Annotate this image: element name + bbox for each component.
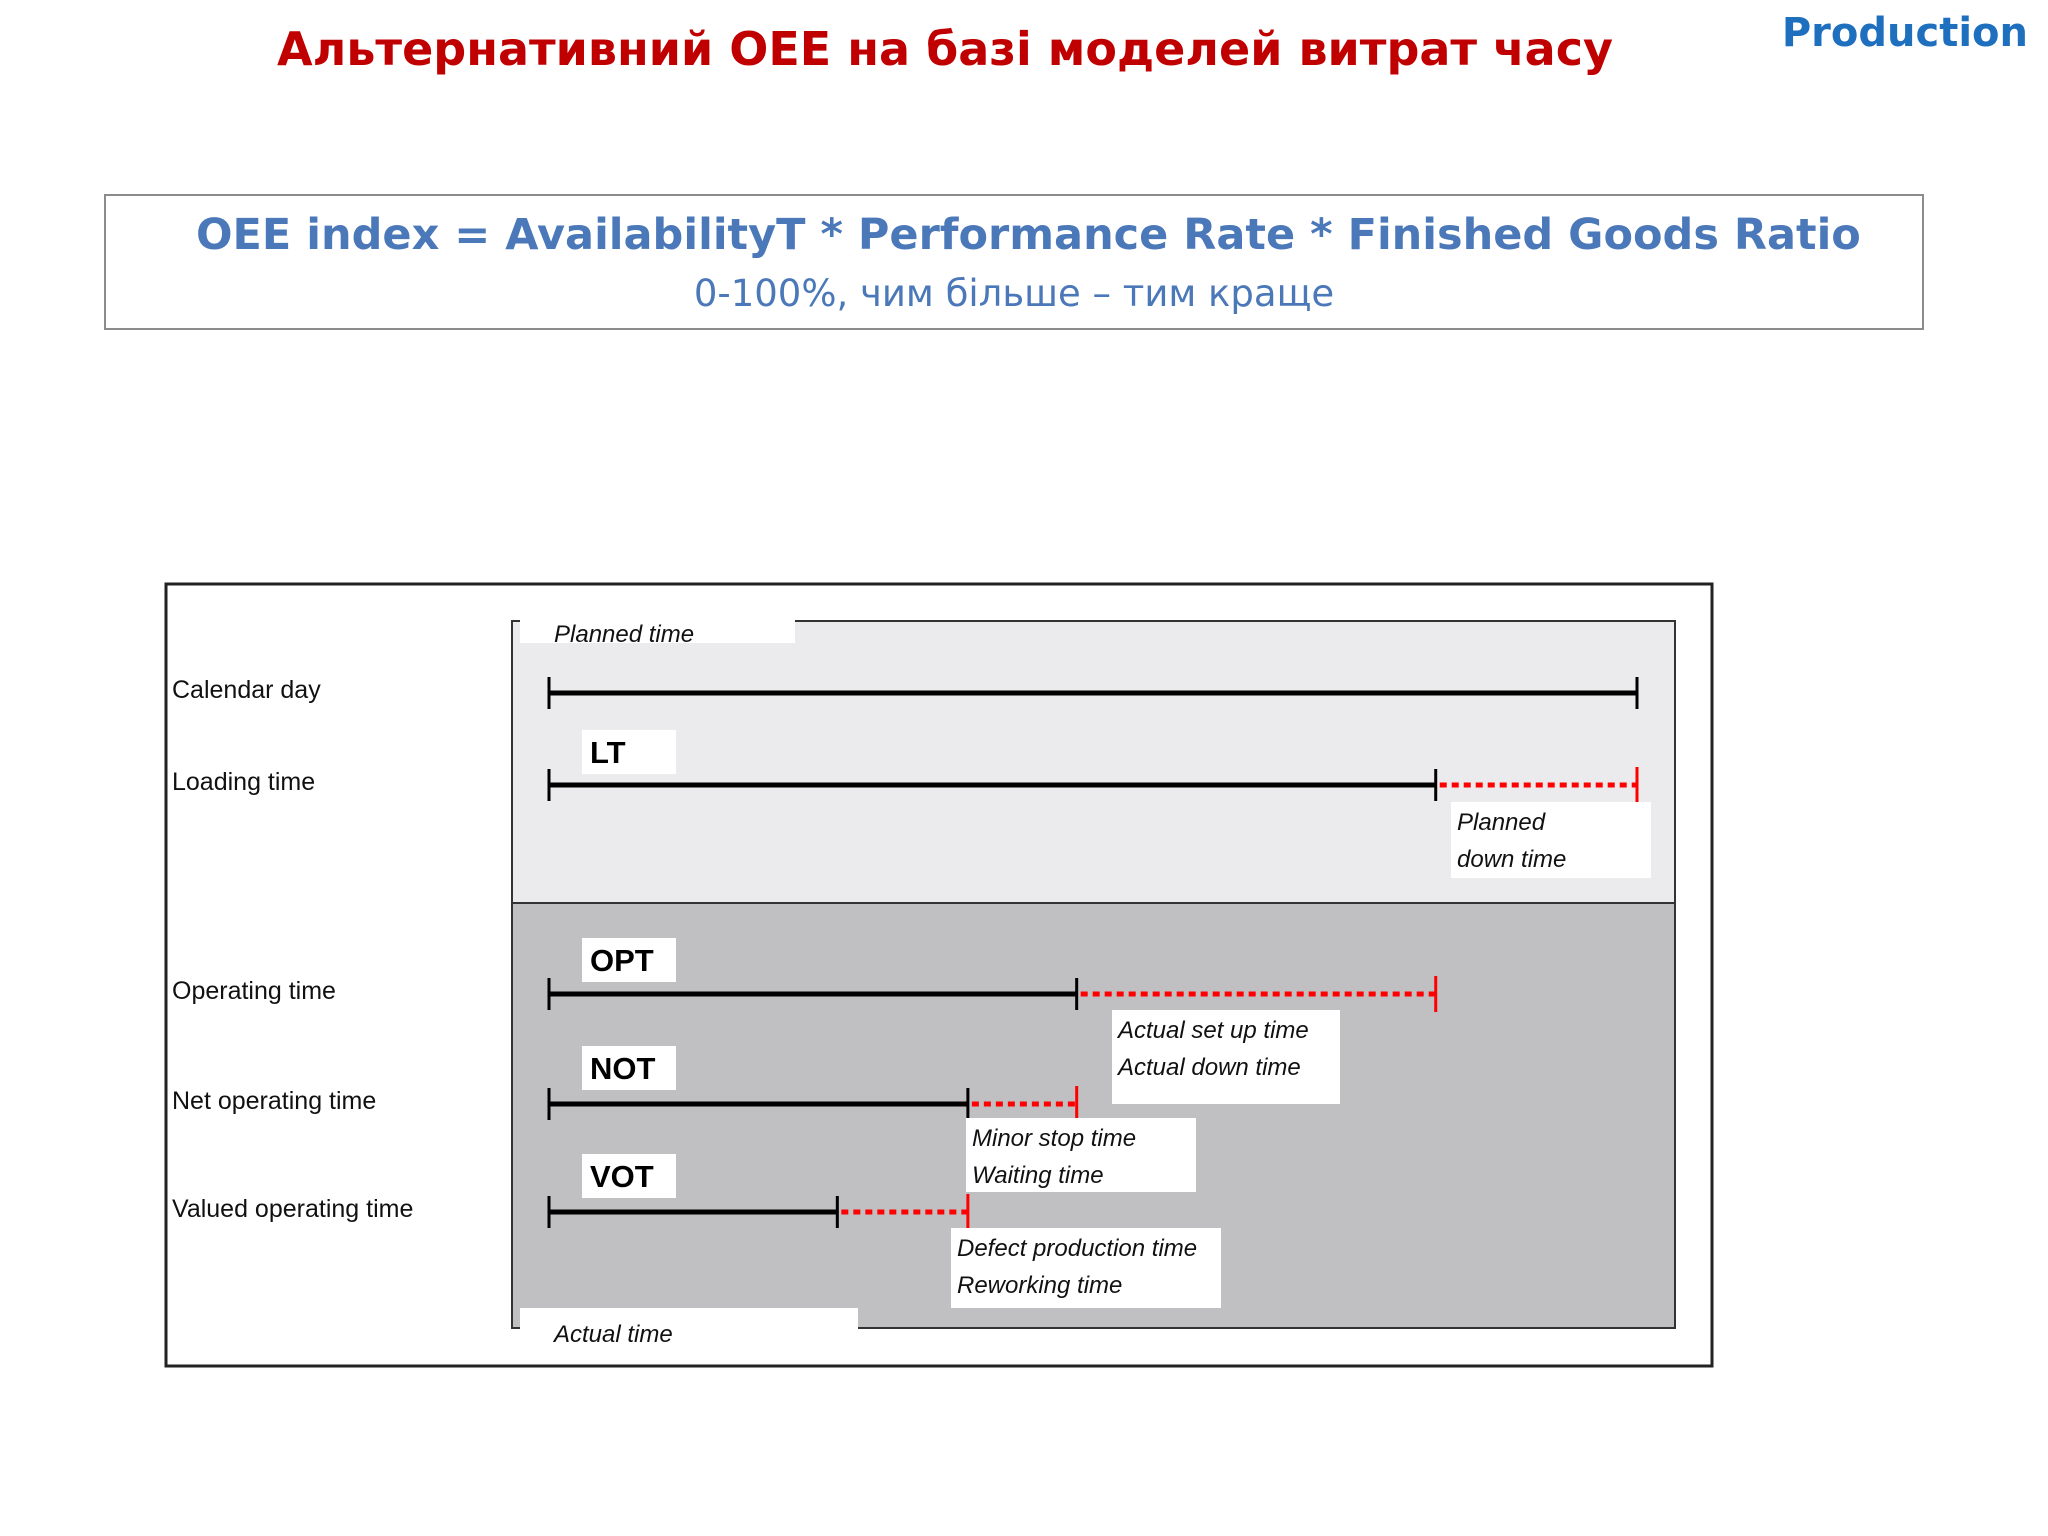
loss-label-net-operating-time-1: Waiting time [972, 1162, 1104, 1189]
code-loading-time: LT [590, 735, 626, 770]
loss-label-operating-time-0: Actual set up time [1118, 1017, 1309, 1044]
loss-label-valued-operating-time-0: Defect production time [957, 1235, 1198, 1262]
actual-time-label: Actual time [554, 1321, 673, 1348]
code-valued-operating-time: VOT [590, 1159, 654, 1194]
loss-label-loading-time-0: Planned [1457, 809, 1546, 836]
code-net-operating-time: NOT [590, 1051, 656, 1086]
section-label: Production [1781, 10, 2028, 56]
row-label-operating-time: Operating time [172, 977, 336, 1005]
loss-label-loading-time-1: down time [1457, 846, 1567, 873]
row-label-calendar-day: Calendar day [172, 676, 321, 704]
slide-title: Альтернативний OEE на базі моделей витрат часу [277, 22, 1613, 76]
code-operating-time: OPT [590, 943, 654, 978]
oee-range-note: 0-100%, чим більше – тим краще [693, 272, 1335, 315]
loss-label-net-operating-time-0: Minor stop time [972, 1125, 1137, 1152]
planned-time-label: Planned time [554, 621, 695, 648]
row-label-net-operating-time: Net operating time [172, 1087, 377, 1115]
loss-label-operating-time-1: Actual down time [1118, 1054, 1301, 1081]
row-label-loading-time: Loading time [172, 768, 316, 796]
row-label-valued-operating-time: Valued operating time [172, 1195, 414, 1223]
oee-formula: OEE index = AvailabilityT * Performance Rate * Finished Goods Ratio [196, 210, 1861, 260]
loss-label-valued-operating-time-1: Reworking time [957, 1272, 1123, 1299]
